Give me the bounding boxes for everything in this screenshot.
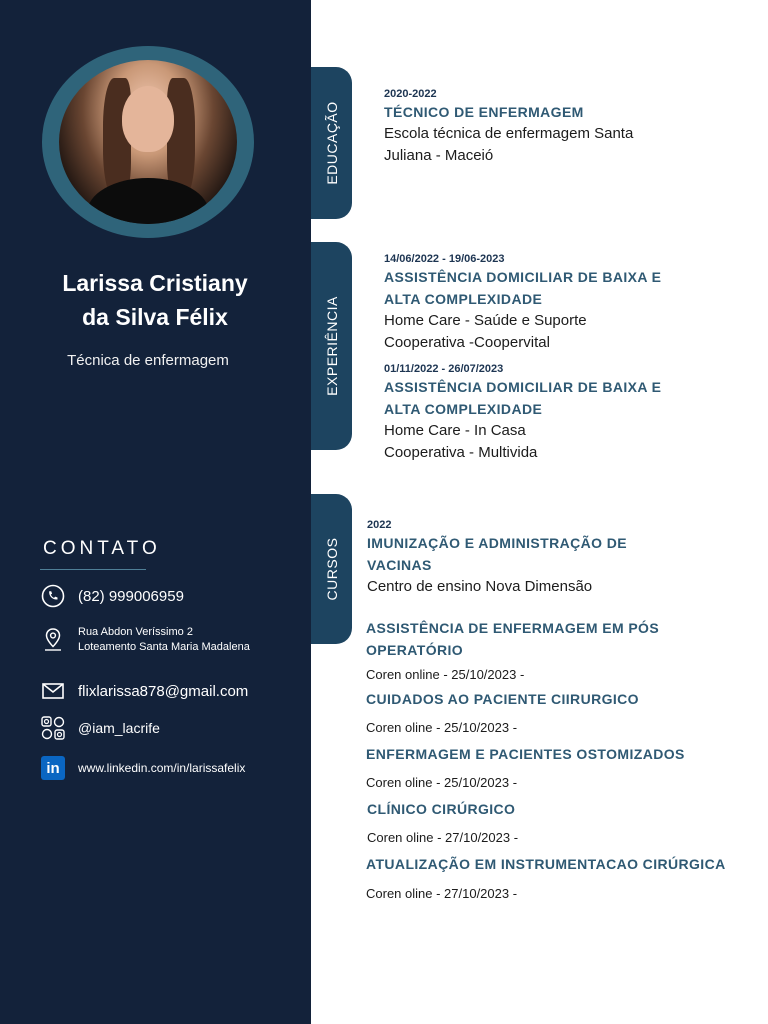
course-entry — [366, 688, 639, 738]
entry-title-line1: ASSISTÊNCIA DOMICILIAR DE BAIXA E — [384, 269, 662, 285]
profile-role: Técnica de enfermagem — [67, 352, 229, 369]
entry-line: Coren oline - 25/10/2023 - — [366, 775, 518, 790]
contact-address — [40, 625, 250, 655]
entry-title-line1: ASSISTÊNCIA DE ENFERMAGEM EM PÓS — [366, 620, 660, 636]
email-icon — [40, 678, 66, 704]
entry-title-line1: CLÍNICO CIRÚRGICO — [367, 801, 516, 817]
course-entry — [366, 743, 685, 793]
entry-line: Home Care - In Casa — [384, 422, 526, 439]
entry-line: Cooperativa - Multivida — [384, 444, 538, 461]
entry-line: Juliana - Maceió — [384, 147, 494, 164]
entry-line: Home Care - Saúde e Suporte — [384, 312, 587, 329]
entry-title-line2: ALTA COMPLEXIDADE — [384, 291, 543, 307]
entry-title-line2: ALTA COMPLEXIDADE — [384, 401, 543, 417]
contact-title: CONTATO — [43, 538, 161, 559]
contact-linkedin-text: www.linkedin.com/in/larissafelix — [78, 761, 246, 775]
course-entry — [367, 518, 627, 598]
phone-icon — [40, 583, 66, 609]
entry-date: 14/06/2022 - 19/06-2023 — [384, 253, 505, 265]
contact-phone-text: (82) 999006959 — [78, 587, 184, 605]
profile-name — [20, 266, 290, 334]
course-entry — [366, 617, 659, 685]
contact-email[interactable] — [40, 678, 248, 704]
linkedin-icon — [40, 755, 66, 781]
entry-line: Escola técnica de enfermagem Santa — [384, 125, 634, 142]
entry-date: 2022 — [367, 519, 392, 531]
section-tab-experience-label: EXPERIÊNCIA — [323, 296, 340, 396]
entry-line: Coren oline - 25/10/2023 - — [366, 720, 518, 735]
profile-photo — [59, 60, 237, 224]
experience-entry — [384, 362, 661, 464]
location-pin-icon — [40, 627, 66, 653]
linkedin-badge: in — [41, 756, 65, 780]
section-tab-experience — [311, 242, 352, 450]
entry-date: 01/11/2022 - 26/07/2023 — [384, 363, 504, 375]
contact-address-text — [78, 625, 250, 655]
contact-instagram-text: @iam_lacrife — [78, 720, 160, 736]
entry-date: 2020-2022 — [384, 88, 437, 100]
entry-title-line2: VACINAS — [367, 557, 432, 573]
entry-title-line1: ATUALIZAÇÃO EM INSTRUMENTACAO CIRÚRGICA — [366, 856, 726, 872]
entry-title-line2: OPERATÓRIO — [366, 642, 464, 658]
section-tab-education — [311, 67, 352, 219]
entry-title-line1: ASSISTÊNCIA DOMICILIAR DE BAIXA E — [384, 379, 662, 395]
address-line2: Loteamento Santa Maria Madalena — [78, 641, 250, 653]
entry-line: Cooperativa -Coopervital — [384, 334, 550, 351]
entry-title-line1: IMUNIZAÇÃO E ADMINISTRAÇÃO DE — [367, 535, 627, 551]
profile-photo-frame — [42, 46, 254, 238]
entry-title-line1: CUIDADOS AO PACIENTE CIIRURGICO — [366, 691, 639, 707]
profile-name-line2: da Silva Félix — [82, 304, 228, 330]
entry-title: TÉCNICO DE ENFERMAGEM — [384, 104, 584, 120]
entry-title-line1: ENFERMAGEM E PACIENTES OSTOMIZADOS — [366, 746, 685, 762]
education-entry — [384, 87, 633, 167]
section-tab-courses — [311, 494, 352, 644]
entry-line: Coren oline - 27/10/2023 - — [367, 830, 519, 845]
entry-line: Coren online - 25/10/2023 - — [366, 667, 525, 682]
contact-divider — [40, 569, 146, 570]
section-tab-education-label: EDUCAÇÃO — [323, 101, 340, 185]
section-tab-courses-label: CURSOS — [323, 537, 340, 601]
social-network-icon — [40, 715, 66, 741]
contact-instagram[interactable] — [40, 715, 160, 741]
sidebar — [0, 0, 311, 1024]
contact-linkedin[interactable] — [40, 755, 245, 781]
entry-line: Coren oline - 27/10/2023 - — [366, 886, 518, 901]
contact-phone[interactable] — [40, 583, 184, 609]
contact-email-text: flixlarissa878@gmail.com — [78, 682, 249, 700]
course-entry — [366, 853, 726, 904]
photo-face — [122, 86, 174, 152]
profile-name-line1: Larissa Cristiany — [62, 270, 248, 296]
entry-line: Centro de ensino Nova Dimensão — [367, 578, 593, 595]
experience-entry — [384, 252, 661, 354]
address-line1: Rua Abdon Veríssimo 2 — [78, 626, 193, 638]
course-entry — [367, 798, 518, 848]
